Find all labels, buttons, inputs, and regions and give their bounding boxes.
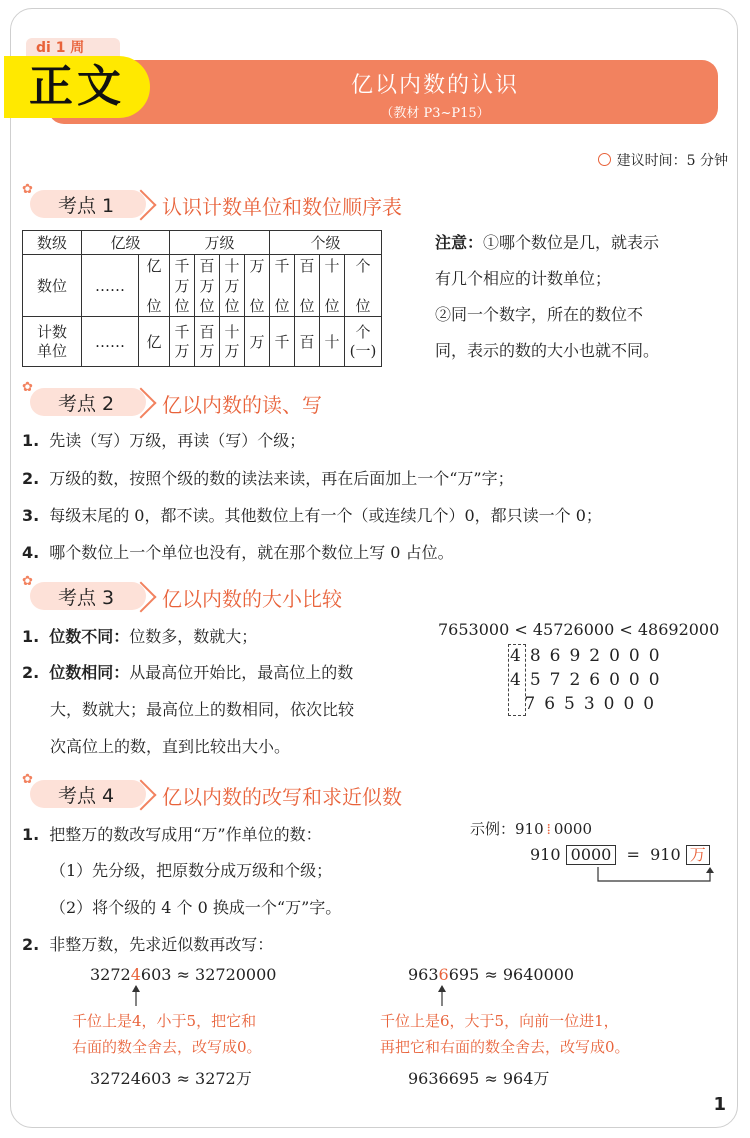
list-item xyxy=(22,822,322,845)
item-text: 从最高位开始比，最高位上的数 xyxy=(129,663,354,682)
cell-text: 百 xyxy=(299,256,315,275)
item-text: 先读（写）万级，再读（写）个级； xyxy=(49,431,306,450)
cell-text: 位 xyxy=(274,296,290,315)
table-cell xyxy=(320,255,345,317)
table-cell: 百 xyxy=(295,317,320,367)
approx-part: 603 ≈ 32720000 xyxy=(140,965,277,984)
replace-arrow xyxy=(590,865,720,887)
table-cell: 百 万 xyxy=(195,317,220,367)
section-head-1 xyxy=(22,182,530,222)
cell-text: 百 xyxy=(199,256,215,275)
section-title: 认识计数单位和数位顺序表 xyxy=(162,195,402,219)
example-num: 910 xyxy=(650,845,681,864)
compare-expression: 7653000 < 45726000 < 48692000 xyxy=(438,620,720,639)
table-cell: …… xyxy=(82,255,139,317)
cell-text: 位 xyxy=(249,296,265,315)
table-cell xyxy=(139,255,170,317)
cell-text: 千 xyxy=(274,256,290,275)
item-text: （2）将个级的 4 个 0 换成一个“万”字。 xyxy=(50,898,342,917)
alarm-clock-icon xyxy=(598,153,611,166)
item-number: 4. xyxy=(22,543,40,562)
list-item xyxy=(22,660,353,683)
approx-right xyxy=(408,965,574,984)
example-line xyxy=(470,818,592,839)
cell-text: 位 xyxy=(174,296,190,315)
table-cell: 万 xyxy=(245,317,270,367)
flower-icon: ✿ xyxy=(22,380,33,395)
cell-text: 万 xyxy=(174,276,190,295)
equals-sign: = xyxy=(626,845,640,864)
highlight-digit: 4 xyxy=(130,965,141,984)
highlight-digit: 6 xyxy=(438,965,449,984)
table-cell xyxy=(170,255,195,317)
approx-part: 3272 xyxy=(90,965,131,984)
section-head-3 xyxy=(22,574,530,614)
note-line: ②同一个数字，所在的数位不 xyxy=(435,305,644,324)
item-number: 1. xyxy=(22,627,40,646)
section-title: 亿以内数的读、写 xyxy=(162,393,322,417)
page xyxy=(10,8,738,1128)
list-item xyxy=(22,624,257,647)
item-text: 大，数就大；最高位上的数相同，依次比较 xyxy=(50,700,355,719)
table-cell: 个 (一) xyxy=(345,317,382,367)
item-text: 把整万的数改写成用“万”作单位的数： xyxy=(49,825,322,844)
section-head-4 xyxy=(22,772,550,812)
table-cell: 十 万 xyxy=(220,317,245,367)
item-text: 万级的数，按照个级的数的读法来读，再在后面加上一个“万”字； xyxy=(49,469,514,488)
time-hint-text: 建议时间：5 分钟 xyxy=(616,153,728,169)
table-cell: 万级 xyxy=(170,231,270,255)
item-bold: 位数不同： xyxy=(49,627,130,646)
cell-text: 位 xyxy=(355,296,371,315)
note-right-1: 千位上是6，大于5，向前一位进1， xyxy=(380,1012,619,1030)
cell-text: 万 xyxy=(249,256,265,275)
up-arrow-icon xyxy=(436,984,448,1008)
list-item xyxy=(22,503,602,526)
table-cell: 数位 xyxy=(23,255,82,317)
item-number: 1. xyxy=(22,431,40,450)
table-cell: 个级 xyxy=(270,231,382,255)
item-text: 哪个数位上一个单位也没有，就在那个数位上写 0 占位。 xyxy=(49,543,454,562)
list-item xyxy=(22,540,454,563)
list-item xyxy=(22,428,305,451)
section-label: 考点 4 xyxy=(58,785,115,807)
table-cell: 亿级 xyxy=(82,231,170,255)
note-left-1: 千位上是4，小于5，把它和 xyxy=(72,1012,257,1030)
cell-text: 十 xyxy=(324,256,340,275)
note-line xyxy=(435,226,659,260)
table-cell: 数级 xyxy=(23,231,82,255)
page-title: 亿以内数的认识 xyxy=(350,73,519,98)
item-text: （1）先分级，把原数分成万级和个级； xyxy=(50,861,333,880)
example-num: 0000 xyxy=(553,820,593,838)
cell-text: 位 xyxy=(199,296,215,315)
section-label: 考点 2 xyxy=(58,393,115,415)
cell-text: 位 xyxy=(299,296,315,315)
item-number: 2. xyxy=(22,935,40,954)
table-cell xyxy=(295,255,320,317)
table-cell xyxy=(270,255,295,317)
item-number: 2. xyxy=(22,663,40,682)
section-title: 亿以内数的大小比较 xyxy=(162,587,342,611)
boxed-zeros: 0000 xyxy=(566,845,617,865)
place-value-table xyxy=(22,230,382,367)
item-text: 非整万数，先求近似数再改写： xyxy=(49,935,274,954)
item-text: 位数多，数就大； xyxy=(129,627,258,646)
item-number: 1. xyxy=(22,825,40,844)
table-cell: …… xyxy=(82,317,139,367)
flower-icon: ✿ xyxy=(22,574,33,589)
item-number: 3. xyxy=(22,506,40,525)
boxed-wan: 万 xyxy=(686,845,710,865)
cell-text: 位 xyxy=(146,296,162,315)
approx-part: 963 xyxy=(408,965,439,984)
approx-part: 695 ≈ 9640000 xyxy=(448,965,575,984)
cell-text: 十 xyxy=(224,256,240,275)
flower-icon: ✿ xyxy=(22,772,33,787)
cell-text: 个 xyxy=(355,256,371,275)
badge-zhengwen: 正文 xyxy=(4,56,150,118)
digit-row: 48692000 xyxy=(510,646,669,666)
example-line xyxy=(530,845,710,865)
item-number: 2. xyxy=(22,469,40,488)
table-cell: 十 xyxy=(320,317,345,367)
note-line: 有几个相应的计数单位； xyxy=(435,269,612,288)
time-hint xyxy=(598,150,728,170)
week-tab: di 1 周 xyxy=(26,38,120,58)
list-item xyxy=(22,932,273,955)
table-cell xyxy=(345,255,382,317)
section-head-2 xyxy=(22,380,530,420)
cell-text: 千 xyxy=(174,256,190,275)
digit-row: 45726000 xyxy=(510,670,669,690)
section-label: 考点 1 xyxy=(58,195,115,217)
note-text: ①哪个数位是几，就表示 xyxy=(483,233,660,252)
item-bold: 位数相同： xyxy=(49,663,130,682)
example-num: 910 xyxy=(530,845,561,864)
flower-icon: ✿ xyxy=(22,182,33,197)
item-text: 每级末尾的 0，都不读。其他数位上有一个（或连续几个）0，都只读一个 0； xyxy=(49,506,602,525)
table-cell: 计数 单位 xyxy=(23,317,82,367)
table-cell: 千 万 xyxy=(170,317,195,367)
example-num: 910 xyxy=(515,820,544,838)
up-arrow-icon xyxy=(130,984,142,1008)
section-label: 考点 3 xyxy=(58,587,115,609)
table-cell xyxy=(220,255,245,317)
result-right: 9636695 ≈ 964万 xyxy=(408,1069,550,1088)
note-line: 同，表示的数的大小也就不同。 xyxy=(435,341,660,360)
table-cell: 亿 xyxy=(139,317,170,367)
table-cell xyxy=(245,255,270,317)
note-left-2: 右面的数全舍去，改写成0。 xyxy=(72,1038,262,1056)
list-item xyxy=(22,466,514,489)
item-text: 次高位上的数，直到比较出大小。 xyxy=(50,737,291,756)
note-label: 注意： xyxy=(435,233,484,252)
cell-text: 亿 xyxy=(146,256,162,275)
dashed-divider: ⁞ xyxy=(546,820,551,838)
cell-text: 位 xyxy=(324,296,340,315)
section-title: 亿以内数的改写和求近似数 xyxy=(162,785,402,809)
table-cell xyxy=(195,255,220,317)
page-subtitle: （教材 P3~P15） xyxy=(380,106,490,121)
digit-row: 7653000 xyxy=(510,694,664,714)
cell-text: 万 xyxy=(224,276,240,295)
cell-text: 万 xyxy=(199,276,215,295)
example-label: 示例： xyxy=(470,820,516,838)
note-right-2: 再把它和右面的数全舍去，改写成0。 xyxy=(380,1038,630,1056)
page-number: 1 xyxy=(713,1094,726,1115)
approx-left xyxy=(90,965,276,984)
cell-text: 位 xyxy=(224,296,240,315)
result-left: 32724603 ≈ 3272万 xyxy=(90,1069,252,1088)
table-cell: 千 xyxy=(270,317,295,367)
